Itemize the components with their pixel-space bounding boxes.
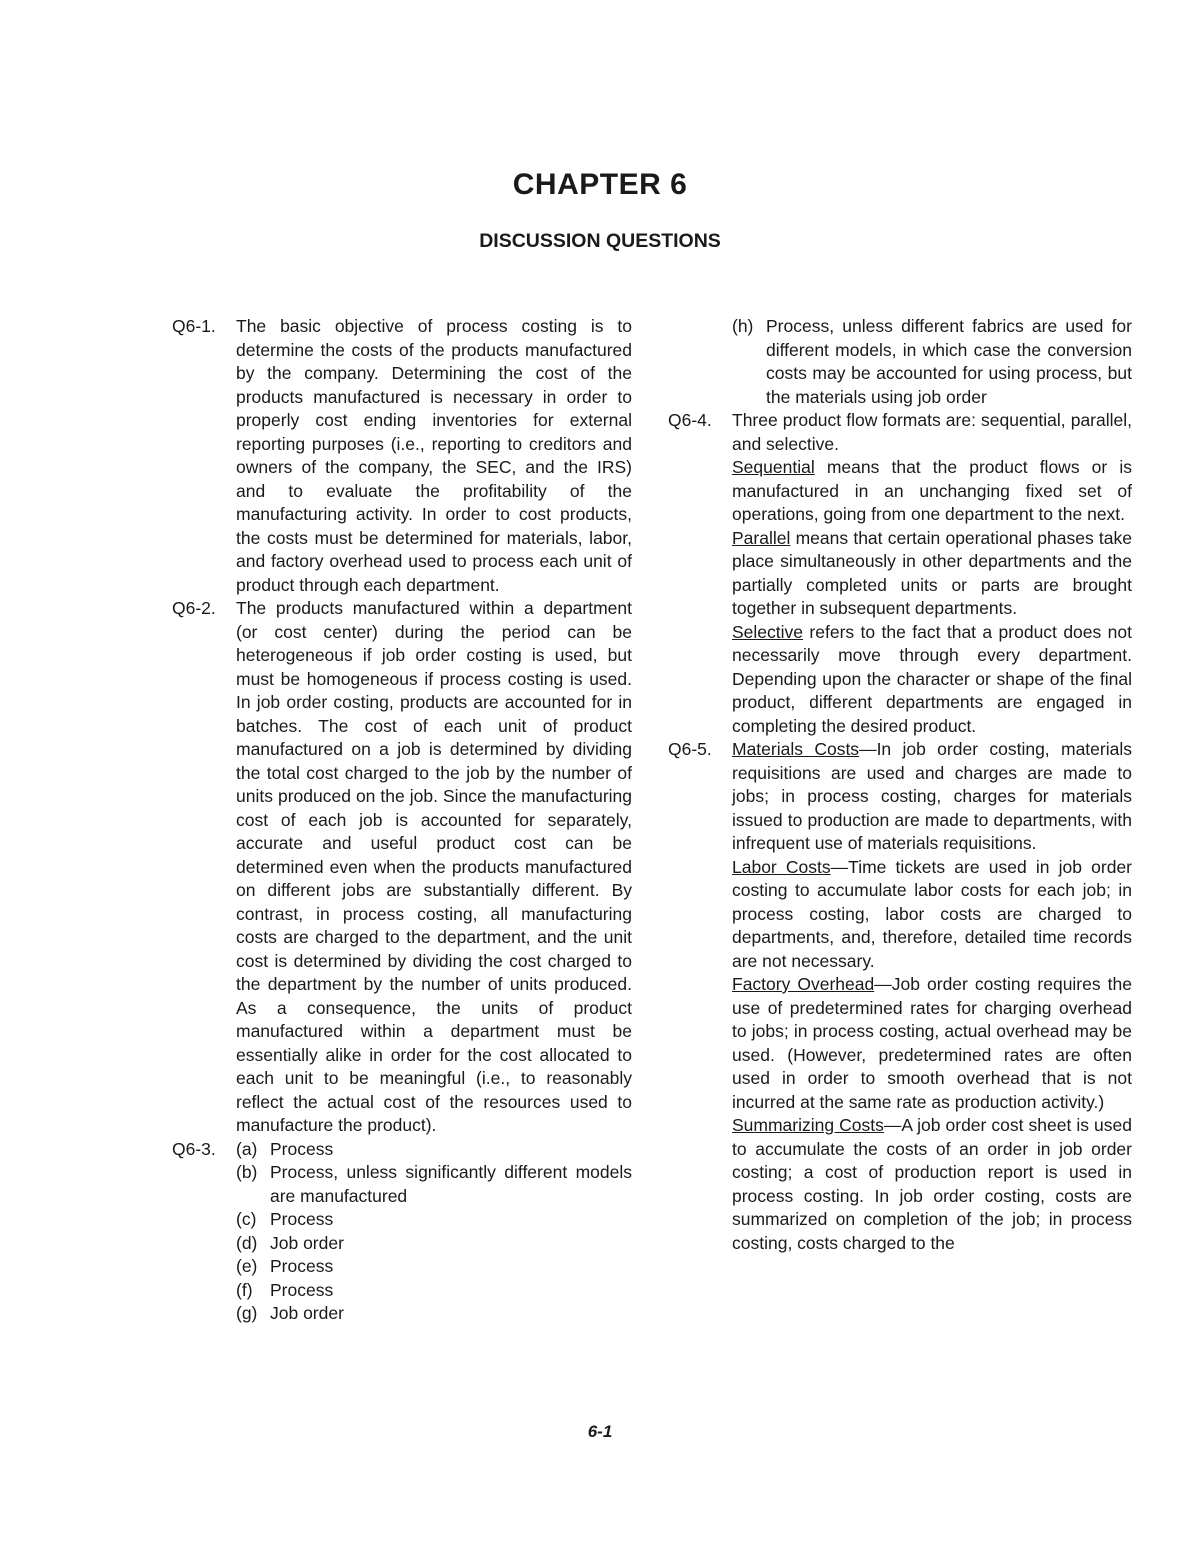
- term: Selective: [732, 621, 804, 642]
- answer-item: [236, 1232, 632, 1256]
- definition: means that the product flows or is manufactured in an unchanging fixed set of operations, going from one department to the next.: [732, 457, 1132, 524]
- question-answer: The basic objective of process costing is to determine the costs of the products manufactured by the company. Determining the cost of the products manufactured is necessary in order to properly cost ending inventories for external reporting purposes (i.e., reporting to creditors and owners of the company, the SEC, and the IRS) and to evaluate the profitability of the manufacturing activity. In order to cost products, the costs must be determined for materials, labor, and factory overhead used to process each unit of product through each department.: [236, 316, 632, 595]
- question-number: Q6-5.: [668, 739, 712, 759]
- answer-item: [236, 1255, 632, 1279]
- definition: —In job order costing, materials requisitions are used and charges are made to jobs; in process costing, charges for materials issued to production are made to departments, with infrequent use of materials requisitions.: [732, 739, 1132, 853]
- definition: —Job order costing requires the use of predetermined rates for charging overhead to jobs; in process costing, actual overhead may be used. (However, predetermined rates are often used in order to smooth overhead that is not incurred at the same rate as production activity.): [732, 974, 1132, 1112]
- item-text: Process, unless different fabrics are used for different models, in which case the conversion costs may be accounted for using process, but the materials using job order: [766, 316, 1132, 407]
- item-text: Job order: [270, 1232, 344, 1253]
- item-label: (h): [732, 316, 754, 336]
- item-text: Process, unless significantly different models are manufactured: [270, 1162, 632, 1206]
- item-label: (b): [236, 1162, 258, 1182]
- labor-paragraph: [732, 856, 1132, 974]
- question-number: Q6-4.: [668, 410, 712, 430]
- item-text: Process: [270, 1138, 334, 1159]
- item-label: (a): [236, 1138, 258, 1159]
- summarizing-paragraph: [732, 1114, 1132, 1255]
- question-q6-3: [172, 1138, 632, 1326]
- term: Labor Costs: [732, 856, 831, 877]
- right-column: [668, 315, 1132, 1255]
- answer-item: [236, 1302, 632, 1326]
- item-text: Process: [270, 1209, 334, 1229]
- term: Materials Costs: [732, 739, 860, 759]
- selective-paragraph: [732, 621, 1132, 739]
- question-q6-3-continued: [668, 315, 1132, 409]
- item-label: (d): [236, 1232, 258, 1253]
- term: Parallel: [732, 527, 791, 548]
- term: Sequential: [732, 457, 815, 477]
- overhead-paragraph: [732, 973, 1132, 1114]
- question-number: Q6-3.: [172, 1138, 216, 1159]
- item-text: Process: [270, 1256, 334, 1276]
- question-q6-5: [668, 738, 1132, 1255]
- definition: —Time tickets are used in job order costing to accumulate labor costs for each job; in process costing, labor costs are charged to departments, and, therefore, detailed time records are not necessary.: [732, 856, 1132, 971]
- section-title: DISCUSSION QUESTIONS: [479, 230, 721, 252]
- materials-paragraph: [732, 738, 1132, 856]
- question-q6-4: [668, 409, 1132, 738]
- question-q6-2: [172, 597, 632, 1138]
- definition: means that certain operational phases take place simultaneously in other departments and the partially completed units or parts are brought together in subsequent departments.: [732, 527, 1132, 618]
- item-text: Process: [270, 1279, 334, 1300]
- term: Factory Overhead: [732, 974, 875, 994]
- question-intro: Three product flow formats are: sequential, parallel, and selective.: [732, 410, 1132, 454]
- question-q6-1: [172, 315, 632, 597]
- question-number: Q6-1.: [172, 316, 216, 336]
- sequential-paragraph: [732, 456, 1132, 527]
- answer-item: [236, 1138, 632, 1162]
- item-label: (g): [236, 1303, 258, 1323]
- definition: refers to the fact that a product does not necessarily move through every department. Depending upon the character or shape of the final product, different departments are engaged in completing the desired product.: [732, 621, 1132, 736]
- definition: —A job order cost sheet is used to accumulate the costs of an order in job order costing; a cost of production report is used in process costing. In job order costing, costs are summarized on completion of the job; in process costing, costs charged to the: [732, 1115, 1132, 1253]
- question-number: Q6-2.: [172, 598, 216, 618]
- chapter-title: CHAPTER 6: [512, 168, 688, 201]
- question-answer: The products manufactured within a department (or cost center) during the period can be heterogeneous if job order costing is used, but must be homogeneous if process costing is used. In job order costing, products are accounted for in batches. The cost of each unit of product manufactured on a job is determined by dividing the total cost charged to the job by the number of units produced on the job. Since the manufacturing cost of each job is accounted for separately, accurate and useful product cost can be determined even when the products manufactured on different jobs are substantially different. By contrast, in process costing, all manufacturing costs are charged to the department, and the unit cost is determined by dividing the cost charged to the department by the number of units produced. As a consequence, the units of product manufactured within a department must be essentially alike in order for the cost allocated to each unit to be meaningful (i.e., to reasonably reflect the actual cost of the resources used to manufacture the product).: [236, 598, 632, 1135]
- item-text: Job order: [270, 1303, 344, 1323]
- page-number: 6-1: [587, 1422, 613, 1441]
- term: Summarizing Costs: [732, 1115, 884, 1135]
- answer-item: [732, 315, 1132, 409]
- answer-item: [236, 1279, 632, 1303]
- answer-item: [236, 1208, 632, 1232]
- item-label: (f): [236, 1279, 253, 1300]
- parallel-paragraph: [732, 527, 1132, 621]
- left-column: [172, 315, 632, 1326]
- item-label: (e): [236, 1256, 258, 1276]
- item-label: (c): [236, 1209, 257, 1229]
- answer-item: [236, 1161, 632, 1208]
